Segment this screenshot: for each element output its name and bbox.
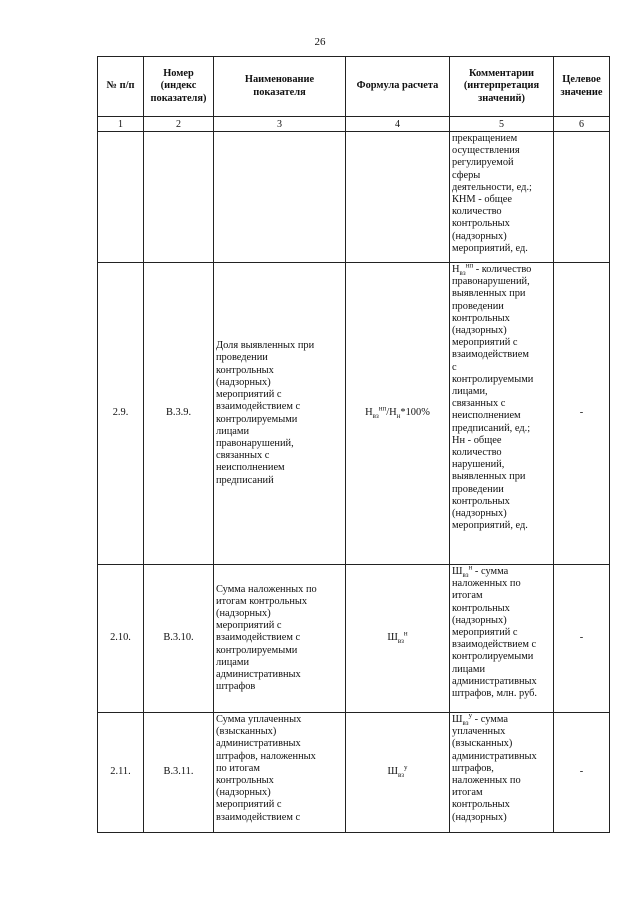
comment-symbol: Н — [452, 264, 460, 275]
formula-symbol: /Н — [386, 407, 397, 419]
row-comment: прекращением осуществления регулируемой сферы деятельности, ед.; КНМ - общее количество контрольных (надзорных) мероприятий, ед. — [450, 132, 554, 263]
column-number: 5 — [450, 117, 554, 132]
row-num — [98, 132, 144, 263]
row-name: Сумма наложенных по итогам контрольных (надзорных) мероприятий с взаимодействием с контролируемыми лицами административных штрафов — [214, 565, 346, 713]
header-target: Целевое значение — [554, 57, 610, 117]
column-number: 3 — [214, 117, 346, 132]
row-formula — [346, 263, 450, 565]
header-index: Номер (индекс показателя) — [144, 57, 214, 117]
indicators-table — [97, 56, 610, 833]
column-number: 1 — [98, 117, 144, 132]
header-formula: Формула расчета — [346, 57, 450, 117]
row-num: 2.11. — [98, 713, 144, 833]
header-name: Наименование показателя — [214, 57, 346, 117]
header-num: № п/п — [98, 57, 144, 117]
formula-superscript: н — [403, 629, 408, 638]
comment-superscript: н — [468, 564, 473, 572]
row-index: В.3.11. — [144, 713, 214, 833]
formula-subscript: вз — [397, 771, 405, 780]
header-comment: Комментарии (интерпретация значений) — [450, 57, 554, 117]
row-target: - — [554, 565, 610, 713]
comment-subscript: вз — [459, 269, 466, 278]
column-number-row — [98, 117, 610, 132]
row-num: 2.10. — [98, 565, 144, 713]
table-row — [98, 132, 610, 263]
row-formula — [346, 132, 450, 263]
table-row — [98, 713, 610, 833]
row-comment — [450, 263, 554, 565]
comment-subscript: вз — [462, 571, 469, 580]
column-number: 2 — [144, 117, 214, 132]
table-row — [98, 263, 610, 565]
row-formula — [346, 565, 450, 713]
comment-symbol: Ш — [452, 714, 463, 725]
row-target — [554, 132, 610, 263]
comment-symbol: Ш — [452, 566, 463, 577]
row-index: В.3.9. — [144, 263, 214, 565]
row-num: 2.9. — [98, 263, 144, 565]
row-index — [144, 132, 214, 263]
formula-subscript: вз — [372, 412, 379, 421]
formula-tail: *100% — [400, 407, 430, 419]
comment-subscript: вз — [462, 719, 469, 728]
formula-superscript: у — [404, 763, 408, 772]
comment-text: - сумма уплаченных (взысканных) административных штрафов, наложенных по итогам контрольных (надзорных) — [452, 714, 537, 823]
column-number: 4 — [346, 117, 450, 132]
comment-superscript: у — [468, 712, 473, 720]
comment-text: - количество правонарушений, выявленных при проведении контрольных (надзорных) мероприятий с взаимодействием с контролируемыми лицами, связанных с неисполнением предписаний, ед.; Нн - общее количество нарушений, выявленных при проведении контрольных (надзорных) мероприятий, ед. — [452, 264, 534, 532]
row-name: Доля выявленных при проведении контрольных (надзорных) мероприятий с взаимодействием с контролируемыми лицами правонарушений, связанных с неисполнением предписаний — [214, 263, 346, 565]
comment-superscript: нп — [465, 262, 474, 270]
table-row — [98, 565, 610, 713]
row-index: В.3.10. — [144, 565, 214, 713]
table-header-row — [98, 57, 610, 117]
comment-text: - сумма наложенных по итогам контрольных (надзорных) мероприятий с взаимодействием с контролируемыми лицами административных штрафов, млн. руб. — [452, 566, 538, 700]
page-number: 26 — [314, 36, 326, 48]
formula-subscript: вз — [397, 637, 404, 646]
row-comment — [450, 565, 554, 713]
formula-subscript: н — [396, 412, 401, 421]
formula-symbol: Н — [365, 407, 373, 419]
row-target: - — [554, 713, 610, 833]
row-comment — [450, 713, 554, 833]
row-formula — [346, 713, 450, 833]
column-number: 6 — [554, 117, 610, 132]
formula-symbol: Ш — [387, 766, 398, 778]
row-target: - — [554, 263, 610, 565]
row-name — [214, 132, 346, 263]
row-name: Сумма уплаченных (взысканных) административных штрафов, наложенных по итогам контрольных (надзорных) мероприятий с взаимодействием с — [214, 713, 346, 833]
formula-superscript: нп — [378, 404, 387, 413]
formula-symbol: Ш — [387, 632, 398, 644]
